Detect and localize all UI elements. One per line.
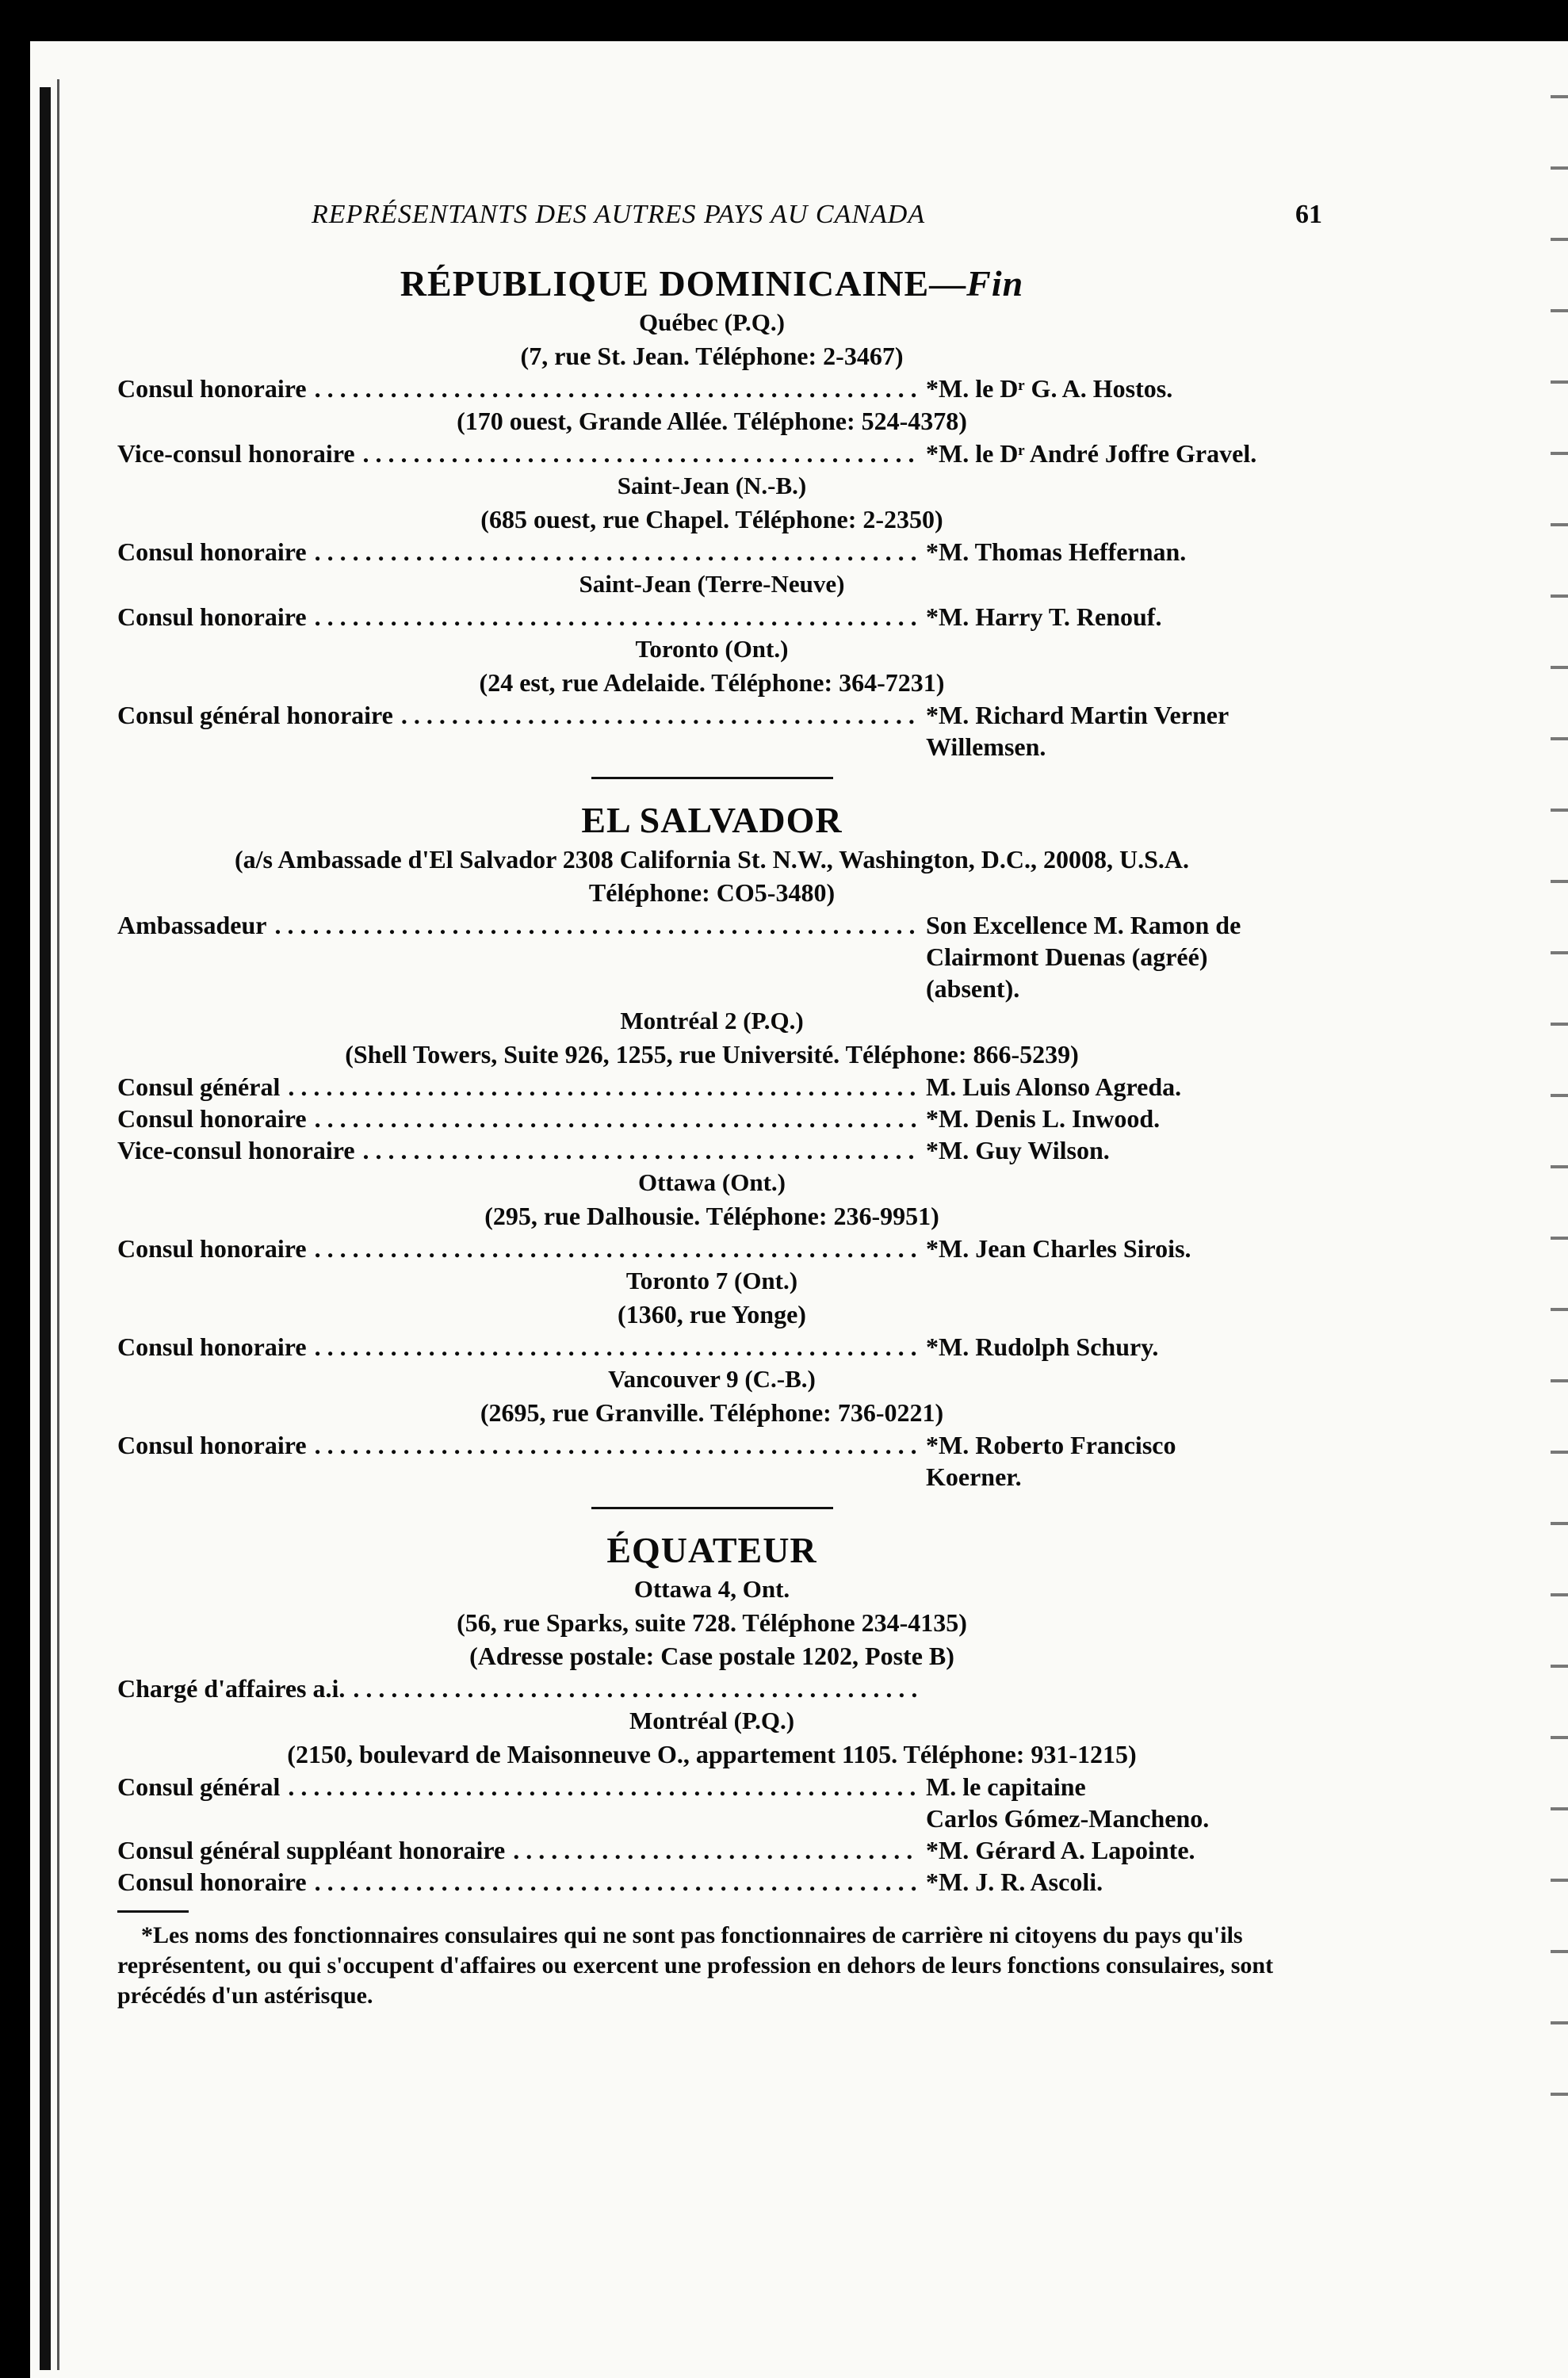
entry-name: Son Excellence M. Ramon de [926,911,1241,939]
city-heading: Montréal 2 (P.Q.) [620,1007,804,1034]
city-heading: Toronto (Ont.) [635,635,789,663]
entry-name: *M. Thomas Heffernan. [926,537,1187,566]
entry-title: Consul honoraire [117,1332,307,1361]
leader-dots [401,699,918,731]
leader-dots [274,909,918,941]
footnote-rule [117,1910,189,1913]
address-line: (2695, rue Granville. Téléphone: 736-0221) [480,1398,944,1427]
leader-dots [315,536,918,568]
address-line: (685 ouest, rue Chapel. Téléphone: 2-2350) [480,505,943,533]
directory-entry-continuation [117,1803,1306,1834]
page-edge-marks [1551,63,1568,2124]
address-line: (56, rue Sparks, suite 728. Téléphone 234-4135) [457,1608,967,1637]
entry-name: *M. le Dʳ André Joffre Gravel. [926,439,1257,468]
entry-title: Vice-consul honoraire [117,439,355,468]
address-line: (2150, boulevard de Maisonneuve O., appartement 1105. Téléphone: 931-1215) [287,1740,1137,1768]
address-line: (a/s Ambassade d'El Salvador 2308 California St. N.W., Washington, D.C., 20008, U.S.A. [234,845,1190,874]
section-title-text: RÉPUBLIQUE DOMINICAINE— [400,263,967,304]
leader-dots [315,1866,918,1898]
city-heading: Vancouver 9 (C.-B.) [608,1365,816,1393]
entry-title: Consul honoraire [117,1104,307,1133]
address-line: (24 est, rue Adelaide. Téléphone: 364-7231) [479,668,945,697]
directory-entry [117,373,1306,404]
entry-title: Ambassadeur [117,911,267,939]
entry-name: M. Luis Alonso Agreda. [926,1072,1182,1101]
leader-dots [315,1103,918,1134]
directory-entry [117,909,1306,941]
section-title-text: ÉQUATEUR [606,1530,817,1570]
directory-entry [117,1071,1306,1103]
entry-name: *M. Rudolph Schury. [926,1332,1159,1361]
entry-name: *M. Jean Charles Sirois. [926,1234,1191,1263]
entry-name-continued: Willemsen. [926,732,1046,761]
section-title-suffix: Fin [966,263,1024,304]
directory-entry-continuation [117,1461,1306,1493]
section-divider [591,777,833,779]
entry-name-continued: Clairmont Duenas (agréé) (absent). [926,942,1208,1003]
city-heading: Saint-Jean (N.-B.) [617,472,807,499]
entry-name: *M. Roberto Francisco [926,1431,1176,1459]
leader-dots [315,1331,918,1363]
directory-entry [117,1233,1306,1264]
directory-entry [117,1331,1306,1363]
directory-entry-continuation [117,731,1306,763]
leader-dots [315,601,918,633]
entry-name: *M. Gérard A. Lapointe. [926,1836,1195,1864]
city-heading: Montréal (P.Q.) [629,1707,795,1734]
city-heading: Québec (P.Q.) [639,308,785,336]
leader-dots [315,373,918,404]
book-spine-edge [57,79,59,2370]
entry-title: Consul général [117,1772,281,1801]
page-number: 61 [1295,200,1322,229]
leader-dots [315,1233,918,1264]
entry-name: *M. Harry T. Renouf. [926,602,1162,631]
leader-dots [363,438,918,469]
address-line: (7, rue St. Jean. Téléphone: 2-3467) [520,342,904,370]
section-title-text: EL SALVADOR [581,800,843,840]
directory-entry-continuation [117,941,1306,1004]
entry-title: Consul honoraire [117,1431,307,1459]
directory-entry [117,1834,1306,1866]
entry-title: Consul honoraire [117,602,307,631]
leader-dots [513,1834,918,1866]
entry-name-continued: Koerner. [926,1462,1022,1491]
entry-title: Consul général honoraire [117,701,393,729]
footnote: *Les noms des fonctionnaires consulaires qui ne sont pas fonctionnaires de carrière ni citoyens du pays qu'ils représentent, ou qui s'occupent d'affaires ou exercent une profession en dehors de leurs fonctions consulaires, sont précédés d'un astérisque. [117,1922,1274,2009]
entry-title: Consul honoraire [117,537,307,566]
section-divider [591,1507,833,1509]
address-line: (295, rue Dalhousie. Téléphone: 236-9951) [484,1202,939,1230]
running-title: REPRÉSENTANTS DES AUTRES PAYS AU CANADA [312,200,926,229]
entry-title: Vice-consul honoraire [117,1136,355,1164]
leader-dots [353,1673,918,1704]
book-spine [40,87,51,2370]
entry-title: Consul honoraire [117,1868,307,1896]
directory-content [117,262,1306,2011]
entry-title: Consul général suppléant honoraire [117,1836,506,1864]
directory-entry [117,1103,1306,1134]
directory-entry [117,536,1306,568]
section-title [117,798,1306,843]
directory-entry [117,1429,1306,1461]
leader-dots [288,1071,918,1103]
section-title [117,1528,1306,1573]
entry-name: M. le capitaine [926,1772,1086,1801]
city-heading: Saint-Jean (Terre-Neuve) [579,570,845,598]
directory-entry [117,438,1306,469]
directory-entry [117,1673,1306,1704]
entry-title: Consul général [117,1072,281,1101]
entry-title: Consul honoraire [117,374,307,403]
address-line: (Shell Towers, Suite 926, 1255, rue Université. Téléphone: 866-5239) [345,1040,1079,1069]
entry-title: Chargé d'affaires a.i. [117,1674,346,1703]
entry-name-continued: Carlos Gómez-Mancheno. [926,1804,1210,1833]
address-line: Téléphone: CO5-3480) [588,878,836,907]
entry-name: *M. Denis L. Inwood. [926,1104,1161,1133]
leader-dots [363,1134,918,1166]
spacer [117,1898,1306,1906]
city-heading: Toronto 7 (Ont.) [625,1267,798,1294]
address-line: (1360, rue Yonge) [618,1300,806,1329]
address-line: (Adresse postale: Case postale 1202, Poste B) [469,1642,954,1670]
city-heading: Ottawa 4, Ont. [633,1575,790,1603]
entry-name: *M. Richard Martin Verner [926,701,1230,729]
entry-name: *M. J. R. Ascoli. [926,1868,1103,1896]
directory-entry [117,1866,1306,1898]
leader-dots [315,1429,918,1461]
city-heading: Ottawa (Ont.) [638,1168,786,1196]
address-line: (170 ouest, Grande Allée. Téléphone: 524-4378) [457,407,967,435]
directory-entry [117,1771,1306,1803]
entry-name: *M. le Dʳ G. A. Hostos. [926,374,1173,403]
entry-name: *M. Guy Wilson. [926,1136,1110,1164]
directory-entry [117,601,1306,633]
leader-dots [288,1771,918,1803]
running-header [117,200,1322,231]
directory-entry [117,699,1306,731]
entry-title: Consul honoraire [117,1234,307,1263]
section-title [117,262,1306,306]
directory-entry [117,1134,1306,1166]
